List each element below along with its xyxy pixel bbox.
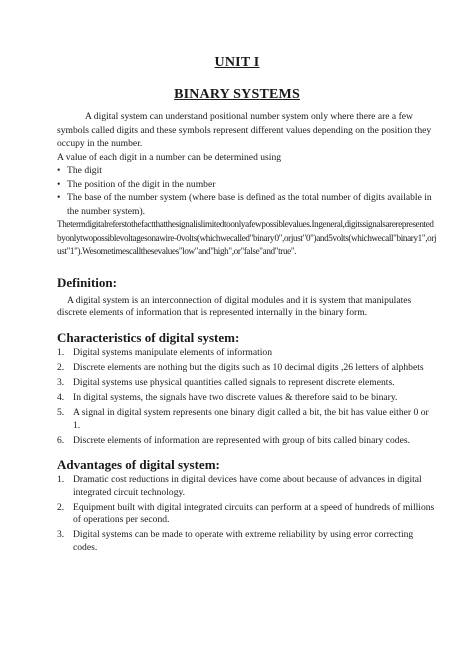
list-item: 6. Discrete elements of information are represented with group of bits called binary codes. — [57, 434, 410, 446]
definition-heading: Definition: — [57, 275, 117, 290]
advantages-heading: Advantages of digital system: — [57, 457, 220, 472]
definition-section — [57, 275, 437, 319]
list-item: 4. In digital systems, the signals have two discrete values & therefore said to be binary. — [57, 392, 398, 403]
list-item: 3. Digital systems use physical quantities called signals to represent discrete elements. — [57, 377, 395, 388]
definition-text: A digital system is an interconnection of digital modules and it is system that manipulates discrete elements of information that is represented internally in the binary form. — [57, 295, 412, 318]
advantages-section — [57, 457, 437, 557]
characteristics-list — [57, 347, 437, 447]
list-item: 2. Equipment built with digital integrated circuits can perform at a speed of hundreds of millions of operations per second. — [57, 501, 435, 525]
intro-section — [57, 110, 437, 259]
intro-paragraph: A digital system can understand positional number system only where there are a few symbols called digits and these symbols represent different values depending on the position they occupy in the number. — [57, 111, 432, 149]
characteristics-heading: Characteristics of digital system: — [57, 330, 240, 345]
unit-title: UNIT I — [214, 55, 260, 70]
list-item: 1. Digital systems manipulate elements of information — [57, 347, 273, 358]
page-title: BINARY SYSTEMS — [174, 87, 300, 102]
intro-lead: A value of each digit in a number can be determined using — [57, 151, 282, 163]
list-item: • The position of the digit in the number — [57, 178, 437, 192]
characteristics-section — [57, 330, 437, 450]
list-item: 2. Discrete elements are nothing but the digits such as 10 decimal digits ,26 letters of alphbets — [57, 362, 424, 373]
list-item: 5. A signal in digital system represents one binary digit called a bit, the bit has value either 0 or 1. — [57, 407, 429, 431]
list-item: • The base of the number system (where base is defined as the total number of digits available in the number system). — [57, 191, 437, 218]
digital-signal-paragraph: Thetermdigitalreferstothefactthatthesignalislimitedtoonlyafewpossiblevalues.Ingeneral,digitssignalsarerepresentedbyonlytwopossiblevoltagesonawire-0volts(whichwecalled"binary 0",orjust"0")and5volts(whichwecall"binary1",orjust"1").Wesometimescallthesevalues"low"and"high",or"false"and"true". — [57, 219, 437, 256]
intro-bullet-list — [57, 164, 437, 218]
advantages-list — [57, 474, 437, 554]
list-item: • The digit — [57, 164, 437, 178]
list-item: 3. Digital systems can be made to operate with extreme reliability by using error correcting codes. — [57, 529, 414, 553]
list-item: 1. Dramatic cost reductions in digital devices have come about because of advances in digital integrated circuit technology. — [57, 474, 422, 498]
